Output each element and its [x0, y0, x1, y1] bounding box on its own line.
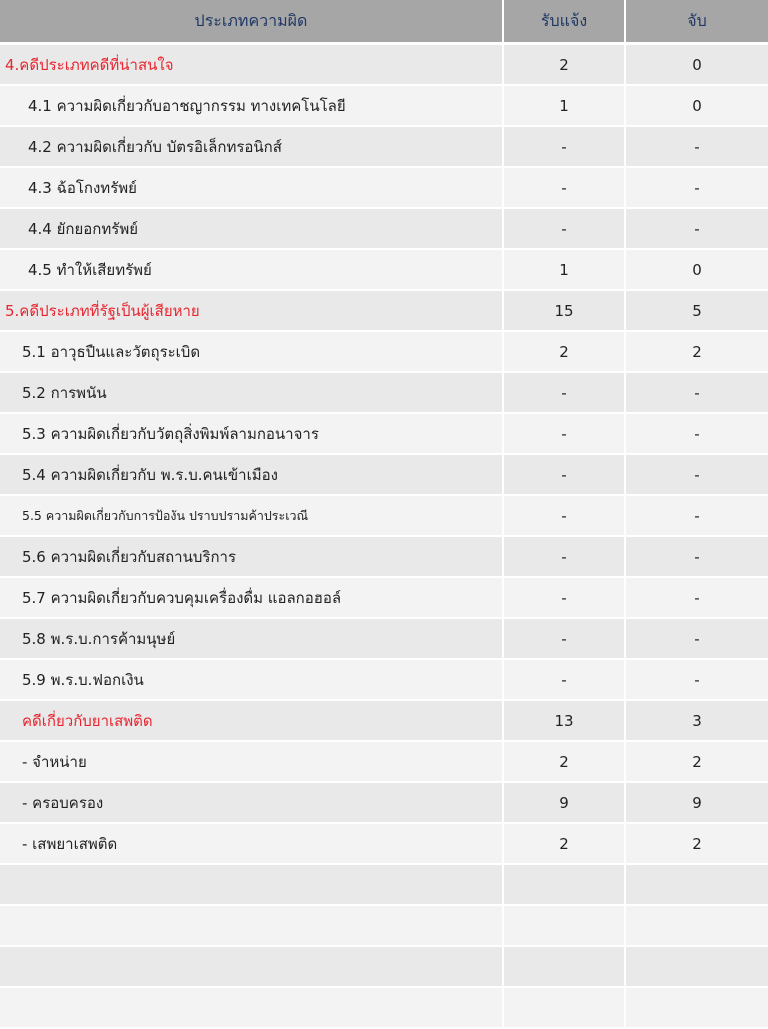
empty-cell	[503, 905, 625, 946]
arrested-count: 3	[625, 700, 768, 741]
table-row-category-4	[0, 44, 768, 86]
offense-label: 4.1 ความผิดเกี่ยวกับอาชญากรรม ทางเทคโนโลยี	[0, 85, 503, 126]
empty-cell	[625, 946, 768, 987]
table-row	[0, 208, 768, 249]
arrested-count: -	[625, 167, 768, 208]
empty-row	[0, 864, 768, 905]
offense-label: - ครอบครอง	[0, 782, 503, 823]
empty-cell	[503, 946, 625, 987]
arrested-count: -	[625, 495, 768, 536]
arrested-count: 2	[625, 331, 768, 372]
table-row	[0, 454, 768, 495]
column-header-offense-type: ประเภทความผิด	[0, 0, 503, 44]
empty-cell	[625, 905, 768, 946]
arrested-count: -	[625, 536, 768, 577]
category-label: คดีเกี่ยวกับยาเสพติด	[0, 700, 503, 741]
arrested-count: 0	[625, 85, 768, 126]
reported-count: 2	[503, 741, 625, 782]
reported-count: 13	[503, 700, 625, 741]
empty-row	[0, 905, 768, 946]
arrested-count: -	[625, 618, 768, 659]
table-row	[0, 536, 768, 577]
reported-count: -	[503, 167, 625, 208]
table-row	[0, 618, 768, 659]
reported-count: 9	[503, 782, 625, 823]
table-row	[0, 823, 768, 864]
reported-count: -	[503, 577, 625, 618]
reported-count: 2	[503, 331, 625, 372]
table-row	[0, 577, 768, 618]
offense-label: 4.2 ความผิดเกี่ยวกับ บัตรอิเล็กทรอนิกส์	[0, 126, 503, 167]
reported-count: -	[503, 413, 625, 454]
reported-count: 1	[503, 85, 625, 126]
column-header-arrested: จับ	[625, 0, 768, 44]
column-header-reported: รับแจ้ง	[503, 0, 625, 44]
arrested-count: 9	[625, 782, 768, 823]
table-row	[0, 495, 768, 536]
offense-label: - เสพยาเสพติด	[0, 823, 503, 864]
table-row	[0, 126, 768, 167]
offense-label: 4.3 ฉ้อโกงทรัพย์	[0, 167, 503, 208]
arrested-count: -	[625, 208, 768, 249]
reported-count: -	[503, 618, 625, 659]
reported-count: 1	[503, 249, 625, 290]
empty-row	[0, 946, 768, 987]
reported-count: -	[503, 126, 625, 167]
empty-cell	[0, 864, 503, 905]
offense-label: 4.5 ทำให้เสียทรัพย์	[0, 249, 503, 290]
reported-count: 2	[503, 44, 625, 86]
reported-count: 2	[503, 823, 625, 864]
offense-label: 4.4 ยักยอกทรัพย์	[0, 208, 503, 249]
arrested-count: 2	[625, 741, 768, 782]
table-row	[0, 85, 768, 126]
reported-count: -	[503, 454, 625, 495]
empty-cell	[0, 905, 503, 946]
offense-label: - จำหน่าย	[0, 741, 503, 782]
empty-row	[0, 987, 768, 1028]
offense-label: 5.5 ความผิดเกี่ยวกับการป้องัน ปราบปรามค้าประเวณี	[0, 495, 503, 536]
offense-label: 5.3 ความผิดเกี่ยวกับวัตถุสิ่งพิมพ์ลามกอนาจาร	[0, 413, 503, 454]
empty-cell	[0, 946, 503, 987]
offense-label: 5.7 ความผิดเกี่ยวกับควบคุมเครื่องดื่ม แอลกอฮอล์	[0, 577, 503, 618]
reported-count: -	[503, 208, 625, 249]
arrested-count: -	[625, 454, 768, 495]
reported-count: 15	[503, 290, 625, 331]
table-header-row	[0, 0, 768, 44]
empty-cell	[503, 864, 625, 905]
category-label: 5.คดีประเภทที่รัฐเป็นผู้เสียหาย	[0, 290, 503, 331]
table-row	[0, 331, 768, 372]
reported-count: -	[503, 495, 625, 536]
arrested-count: -	[625, 659, 768, 700]
offense-label: 5.8 พ.ร.บ.การค้ามนุษย์	[0, 618, 503, 659]
table-row	[0, 741, 768, 782]
offense-label: 5.2 การพนัน	[0, 372, 503, 413]
offense-label: 5.6 ความผิดเกี่ยวกับสถานบริการ	[0, 536, 503, 577]
table-row	[0, 782, 768, 823]
arrested-count: -	[625, 372, 768, 413]
arrested-count: 0	[625, 249, 768, 290]
offense-label: 5.4 ความผิดเกี่ยวกับ พ.ร.บ.คนเข้าเมือง	[0, 454, 503, 495]
table-row	[0, 167, 768, 208]
arrested-count: -	[625, 577, 768, 618]
arrested-count: 0	[625, 44, 768, 86]
empty-cell	[503, 987, 625, 1028]
table-row	[0, 659, 768, 700]
empty-cell	[625, 987, 768, 1028]
empty-cell	[0, 987, 503, 1028]
table-row	[0, 413, 768, 454]
arrested-count: -	[625, 413, 768, 454]
offense-label: 5.9 พ.ร.บ.ฟอกเงิน	[0, 659, 503, 700]
arrested-count: -	[625, 126, 768, 167]
category-label: 4.คดีประเภทคดีที่น่าสนใจ	[0, 44, 503, 86]
offense-label: 5.1 อาวุธปืนและวัตถุระเบิด	[0, 331, 503, 372]
table-row-category-drugs	[0, 700, 768, 741]
table-row-category-5	[0, 290, 768, 331]
reported-count: -	[503, 536, 625, 577]
reported-count: -	[503, 372, 625, 413]
empty-cell	[625, 864, 768, 905]
reported-count: -	[503, 659, 625, 700]
arrested-count: 2	[625, 823, 768, 864]
table-row	[0, 372, 768, 413]
arrested-count: 5	[625, 290, 768, 331]
table-row	[0, 249, 768, 290]
